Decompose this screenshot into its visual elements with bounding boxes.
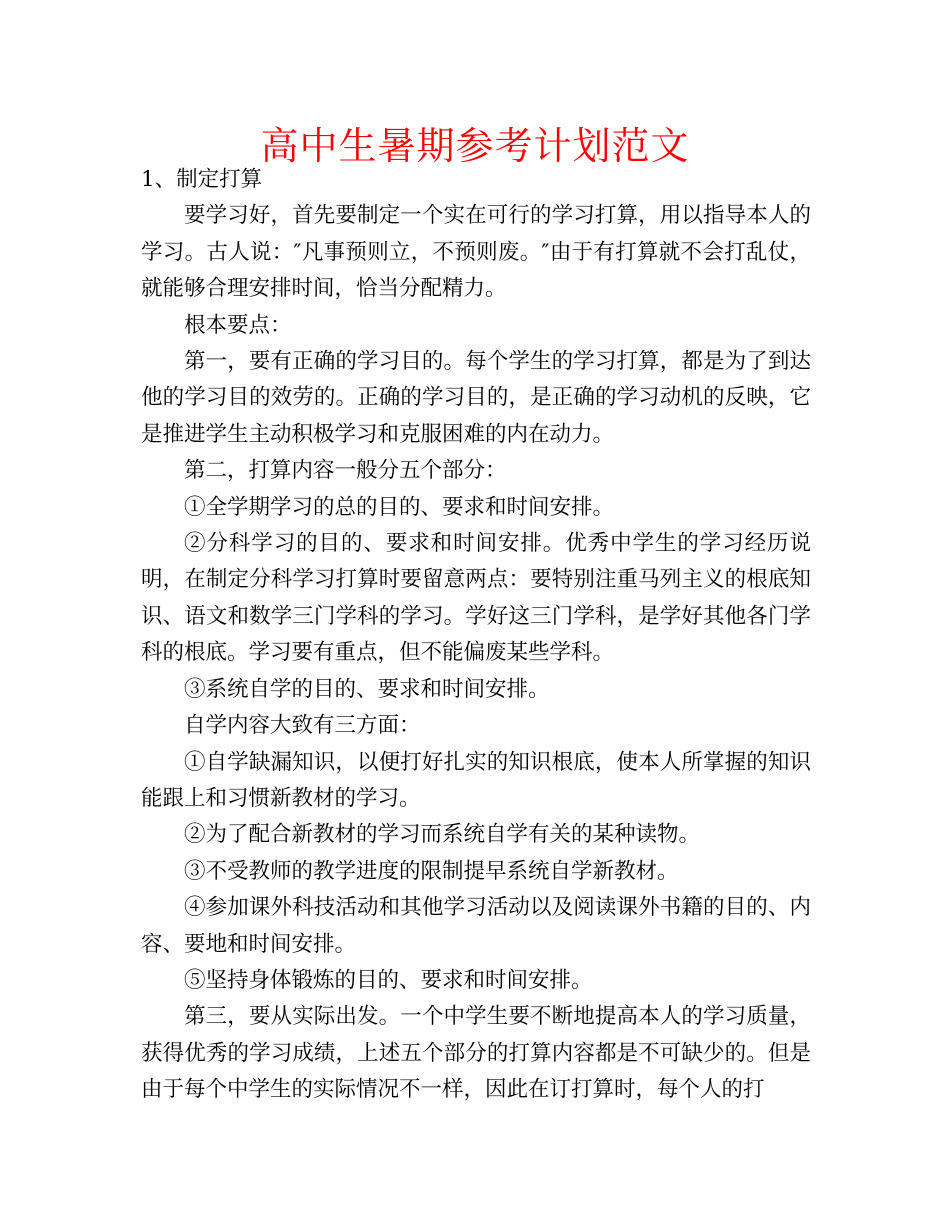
paragraph: ①自学缺漏知识，以便打好扎实的知识根底，使本人所掌握的知识能跟上和习惯新教材的学习。 (141, 749, 811, 811)
document-title: 高中生暑期参考计划范文 (260, 124, 690, 168)
paragraph: 第二，打算内容一般分五个部分： (184, 458, 507, 484)
paragraph: 第三，要从实际出发。一个中学生要不断地提高本人的学习质量，获得优秀的学习成绩，上述五个部分的打算内容都是不可缺少的。但是由于每个中学生的实际情况不一样，因此在订打算时，每个人的打 (141, 1004, 811, 1103)
paragraph: 要学习好，首先要制定一个实在可行的学习打算，用以指导本人的学习。古人说：″凡事预则立，不预则废。″由于有打算就不会打乱仗，就能够合理安排时间，恰当分配精力。 (141, 203, 811, 302)
paragraph: 根本要点： (184, 312, 292, 338)
paragraph: ③系统自学的目的、要求和时间安排。 (184, 676, 550, 702)
paragraph: ①全学期学习的总的目的、要求和时间安排。 (184, 494, 615, 520)
paragraph: ②为了配合新教材的学习而系统自学有关的某种读物。 (184, 822, 701, 848)
paragraph: 1、制定打算 (141, 167, 263, 192)
document-body (141, 162, 811, 1109)
paragraph: 第一，要有正确的学习目的。每个学生的学习打算，都是为了到达他的学习目的效劳的。正确的学习目的，是正确的学习动机的反映，它是推进学生主动积极学习和克服困难的内在动力。 (141, 349, 811, 447)
paragraph: ②分科学习的目的、要求和时间安排。优秀中学生的学习经历说明，在制定分科学习打算时要留意两点：要特别注重马列主义的根底知识、语文和数学三门学科的学习。学好这三门学科，是学好其他各门学科的根底。学习要有重点，但不能偏废某些学科。 (141, 531, 811, 666)
paragraph: ⑤坚持身体锻炼的目的、要求和时间安排。 (184, 967, 593, 993)
paragraph: ④参加课外科技活动和其他学习活动以及阅读课外书籍的目的、内容、要地和时间安排。 (141, 895, 811, 957)
paragraph: ③不受教师的教学进度的限制提早系统自学新教材。 (184, 858, 679, 884)
paragraph: 自学内容大致有三方面： (184, 713, 421, 739)
